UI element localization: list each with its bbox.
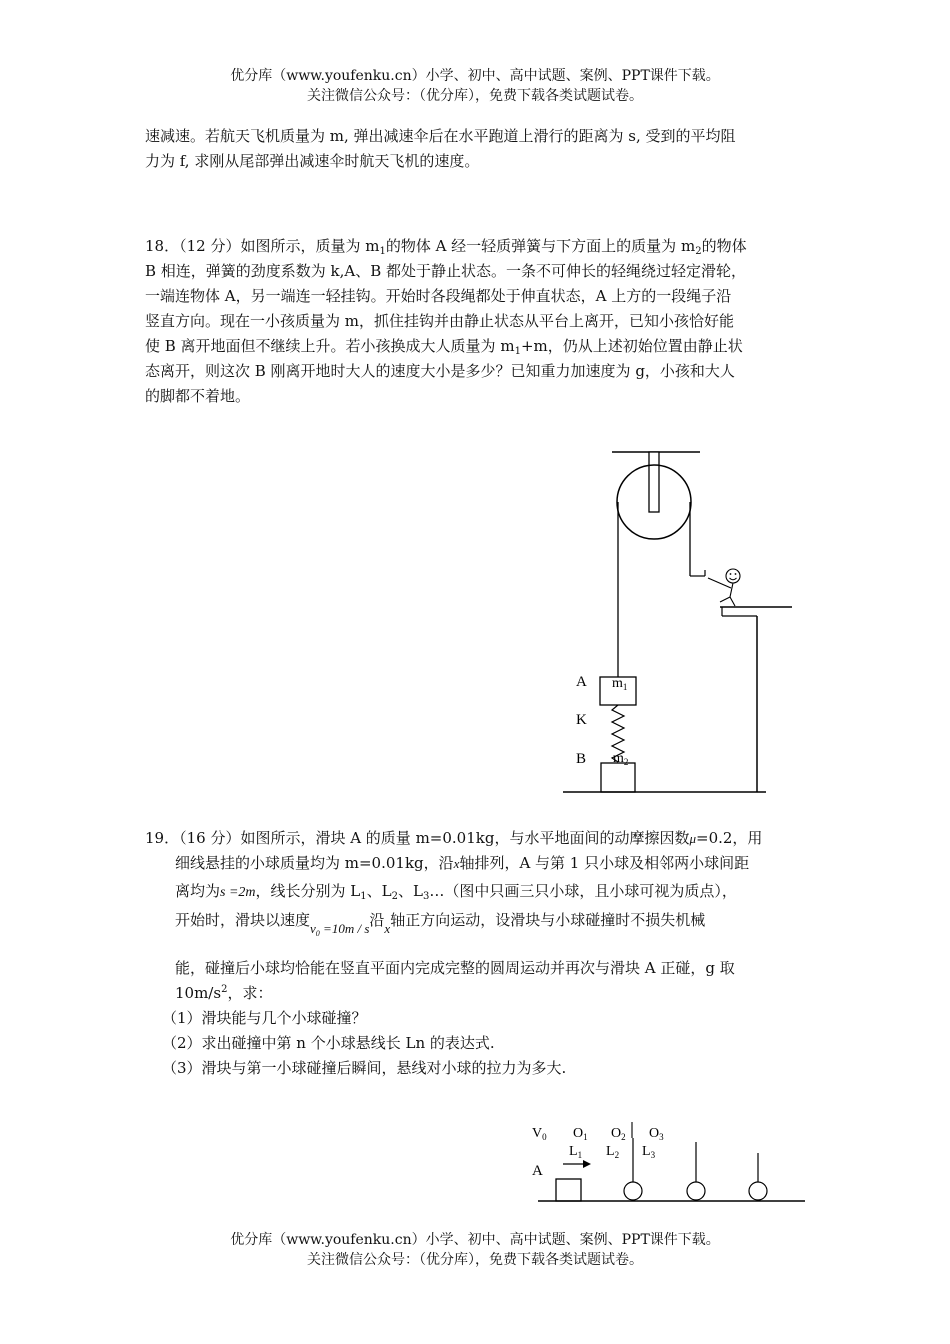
q18-line-5: 使 B 离开地面但不继续上升。若小孩换成大人质量为 $m_1+m$，仍从上述初始位置由静止状 (145, 337, 743, 357)
pendulum-2 (687, 1142, 705, 1200)
l3-label: $L_3$ (642, 1144, 656, 1160)
label-a: A (576, 674, 587, 690)
o2-label: $O_2$ (611, 1126, 626, 1142)
q18-line-1: 18．（12 分）如图所示，质量为 $m_1$的物体 A 经一轻质弹簧与下方面上的质量为 $m_2$的物体 (145, 237, 747, 257)
o3-label: $O_3$ (649, 1126, 664, 1142)
figure-19-pendulums (525, 1118, 815, 1210)
q18-line-7: 的脚都不着地。 (145, 387, 251, 405)
footer-line-1: 优分库（www.youfenku.cn）小学、初中、高中试题、案例、PPT课件下载。 (230, 1232, 720, 1248)
q18-line-6: 态离开，则这次 B 刚离开地时大人的速度大小是多少？已知重力加速度为 g，小孩和大人 (145, 362, 735, 380)
figure-18-pulley (560, 440, 800, 800)
label-b: B (576, 751, 587, 767)
q19-line-3: 离均为s =2m，线长分别为 $L_1$、$L_2$、$L_3\dots$（图中只画三只小球，且小球可视为质点）， (175, 882, 737, 902)
q19-line-1: 19．（16 分）如图所示，滑块 A 的质量 m=0.01kg，与水平地面间的动摩擦因数μ=0.2，用 (145, 829, 763, 847)
q17-line-1: 速减速。若航天飞机质量为 m, 弹出减速伞后在水平跑道上滑行的距离为 s, 受到的平均阻 (145, 127, 736, 145)
l2-label: $L_2$ (606, 1144, 620, 1160)
q19-line-6: $10m/s^2$，求： (175, 984, 273, 1002)
q19-part-1: （1）滑块能与几个小球碰撞？ (162, 1009, 367, 1027)
o1-label: $O_1$ (573, 1126, 588, 1142)
q19-line-2: 细线悬挂的小球质量均为 m=0.01kg，沿x轴排列，A 与第 1 只小球及相邻两小球间距 (175, 854, 750, 872)
mass-m1-label: $m_1$ (612, 676, 628, 692)
q18-line-3: 一端连物体 A，另一端连一轻挂钩。开始时各段绳都处于伸直状态，A 上方的一段绳子沿 (145, 287, 732, 305)
q18-line-2: B 相连，弹簧的劲度系数为 k,A、B 都处于静止状态。一条不可伸长的轻绳绕过轻定滑轮， (145, 262, 747, 280)
slider-a-label: A (532, 1163, 543, 1179)
q18-line-4: 竖直方向。现在一小孩质量为 m，抓住挂钩并由静止状态从平台上离开，已知小孩恰好能 (145, 312, 734, 330)
q19-part-3: （3）滑块与第一小球碰撞后瞬间，悬线对小球的拉力为多大. (162, 1059, 567, 1077)
q19-line-4: 开始时，滑块以速度$v_0 =10m / s$沿x轴正方向运动，设滑块与小球碰撞时不损失机械 (175, 911, 706, 938)
child-figure (708, 569, 740, 606)
header-line-2: 关注微信公众号：（优分库），免费下载各类试题试卷。 (307, 88, 643, 104)
pulley-bracket (649, 452, 659, 512)
q19-line-5: 能，碰撞后小球均恰能在竖直平面内完成完整的圆周运动并再次与滑块 A 正碰，g 取 (175, 959, 735, 977)
slider-a (556, 1179, 581, 1201)
pendulum-1 (624, 1138, 642, 1200)
pendulum-3 (749, 1153, 767, 1200)
l1-label: $L_1$ (569, 1144, 583, 1160)
header-line-1: 优分库（www.youfenku.cn）小学、初中、高中试题、案例、PPT课件下载。 (230, 68, 720, 84)
v0-label: $V_0$ (532, 1126, 547, 1142)
mass-m2-label: $m_2$ (613, 751, 629, 767)
label-k: K (576, 712, 587, 728)
q19-part-2: （2）求出碰撞中第 n 个小球悬线长 Ln 的表达式. (162, 1034, 495, 1052)
block-b (601, 763, 635, 792)
q17-line-2: 力为 f, 求刚从尾部弹出减速伞时航天飞机的速度。 (145, 152, 480, 170)
q17-tail (145, 124, 810, 174)
footer-line-2: 关注微信公众号：（优分库），免费下载各类试题试卷。 (307, 1252, 643, 1268)
question-18 (145, 234, 810, 409)
